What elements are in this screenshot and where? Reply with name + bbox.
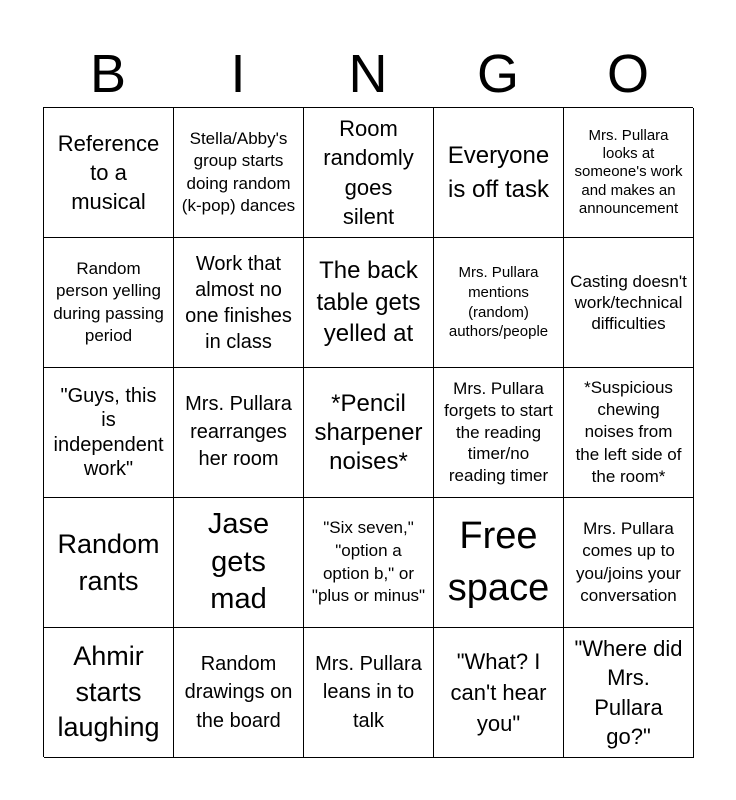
bingo-grid	[43, 107, 693, 757]
cell-label: *Pencil sharpener noises*	[314, 389, 423, 476]
cell-label: Random person yelling during passing period	[53, 259, 164, 345]
bingo-cell-r4-c2[interactable]	[174, 498, 304, 628]
bingo-cell-r3-c2[interactable]	[174, 368, 304, 498]
header-letter-n: N	[348, 44, 388, 104]
bingo-cell-r2-c5[interactable]	[564, 238, 694, 368]
bingo-cell-r3-c5[interactable]	[564, 368, 694, 498]
bingo-cell-r2-c3[interactable]	[304, 238, 434, 368]
cell-label: Casting doesn't work/technical difficulties	[570, 271, 687, 334]
cell-label: "What? I can't hear you"	[450, 648, 547, 737]
cell-label: Work that almost no one finishes in class	[185, 252, 292, 353]
bingo-header	[43, 40, 693, 108]
bingo-cell-r2-c4[interactable]	[434, 238, 564, 368]
bingo-cell-r1-c2[interactable]	[174, 108, 304, 238]
cell-label: Mrs. Pullara forgets to start the reading timer/no reading timer	[444, 379, 553, 486]
cell-label: Mrs. Pullara comes up to you/joins your conversation	[576, 519, 681, 605]
cell-label: Reference to a musical	[57, 130, 160, 215]
bingo-cell-r5-c2[interactable]	[174, 628, 304, 758]
bingo-cell-r2-c1[interactable]	[44, 238, 174, 368]
cell-label: "Guys, this is independent work"	[53, 384, 164, 480]
cell-label: Random drawings on the board	[184, 652, 293, 732]
cell-label: Mrs. Pullara looks at someone's work and makes an announcement	[574, 126, 683, 217]
cell-label: Mrs. Pullara rearranges her room	[185, 393, 292, 471]
cell-label: Random rants	[57, 529, 160, 596]
bingo-cell-r4-c1[interactable]	[44, 498, 174, 628]
bingo-cell-r4-c4[interactable]	[434, 498, 564, 628]
bingo-cell-r3-c1[interactable]	[44, 368, 174, 498]
bingo-cell-r2-c2[interactable]	[174, 238, 304, 368]
cell-label: Room randomly goes silent	[323, 116, 414, 229]
bingo-cell-r3-c4[interactable]	[434, 368, 564, 498]
bingo-cell-r5-c4[interactable]	[434, 628, 564, 758]
bingo-cell-r3-c3[interactable]	[304, 368, 434, 498]
cell-label: Mrs. Pullara mentions (random) authors/people	[448, 263, 549, 341]
header-letter-g: G	[476, 44, 519, 104]
header-letter-i: I	[230, 44, 246, 104]
bingo-cell-r1-c4[interactable]	[434, 108, 564, 238]
bingo-cell-r5-c3[interactable]	[304, 628, 434, 758]
header-letter-b: B	[89, 44, 127, 104]
bingo-cell-r5-c5[interactable]	[564, 628, 694, 758]
cell-label: "Where did Mrs. Pullara go?"	[574, 636, 683, 749]
header-letter-o: O	[606, 44, 649, 104]
bingo-cell-r1-c1[interactable]	[44, 108, 174, 238]
cell-label: Free space	[447, 514, 550, 609]
cell-label: The back table gets yelled at	[316, 256, 421, 348]
cell-label: Stella/Abby's group starts doing random (k-pop) dances	[181, 129, 296, 215]
cell-label: Jase gets mad	[207, 507, 270, 616]
cell-label: Mrs. Pullara leans in to talk	[315, 652, 422, 732]
bingo-cell-r1-c3[interactable]	[304, 108, 434, 238]
bingo-cell-r4-c5[interactable]	[564, 498, 694, 628]
cell-label: Ahmir starts laughing	[57, 640, 160, 743]
cell-label: "Six seven," "option a option b," or "plus or minus"	[311, 518, 426, 606]
bingo-cell-r4-c3[interactable]	[304, 498, 434, 628]
cell-label: *Suspicious chewing noises from the left side of the room*	[575, 378, 682, 486]
bingo-cell-r1-c5[interactable]	[564, 108, 694, 238]
cell-label: Everyone is off task	[447, 141, 550, 203]
bingo-cell-r5-c1[interactable]	[44, 628, 174, 758]
